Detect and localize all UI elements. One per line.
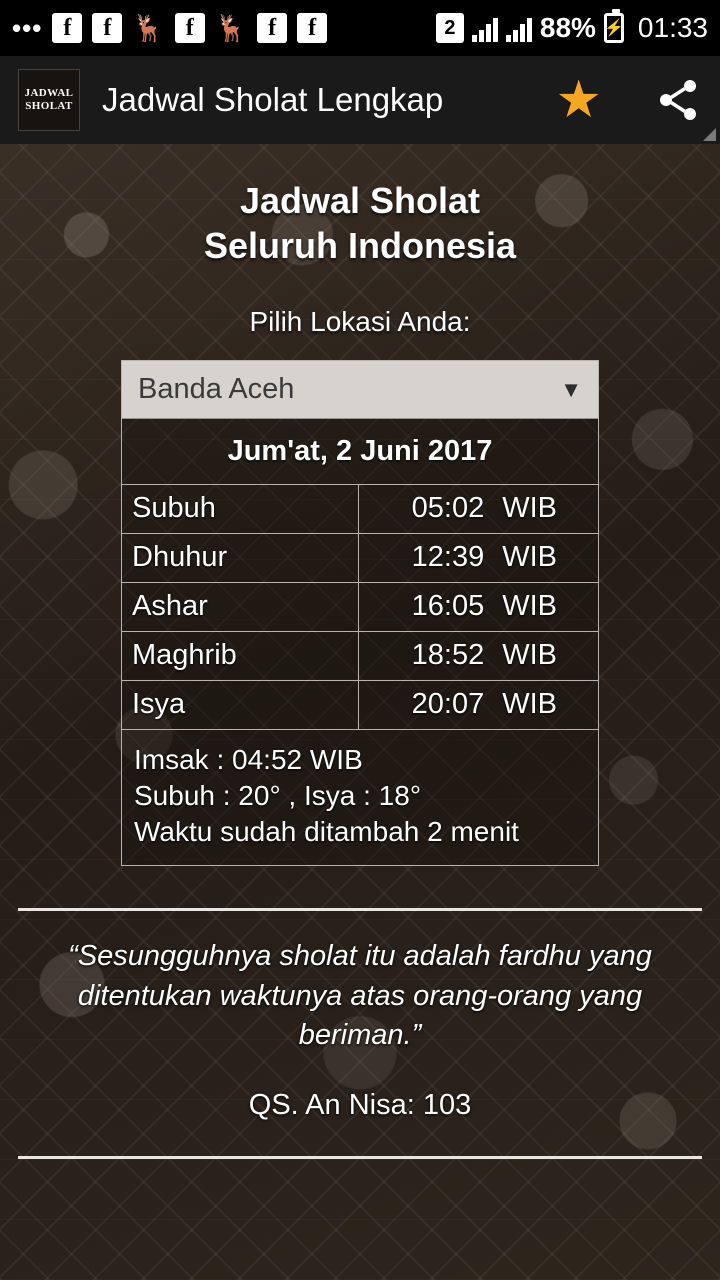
- prayer-schedule-card: [121, 360, 599, 866]
- prayer-timezone: WIB: [502, 590, 558, 622]
- quote-reference: QS. An Nisa: 103: [248, 1088, 472, 1121]
- share-icon[interactable]: [654, 76, 702, 124]
- app-logo-line1: JADWAL: [24, 87, 74, 100]
- prayer-time-value: 12:39: [411, 541, 485, 573]
- signal-strength-icon-2: [506, 14, 532, 42]
- table-row: [122, 534, 598, 583]
- deer-icon: 🦌: [214, 12, 248, 43]
- battery-percent-label: 88%: [539, 12, 596, 43]
- schedule-notes: [122, 729, 598, 865]
- status-bar: [0, 0, 720, 56]
- facebook-icon: f: [297, 13, 327, 43]
- note-offset: Waktu sudah ditambah 2 menit: [134, 815, 519, 847]
- page-title: [0, 178, 720, 268]
- chevron-down-icon: ▼: [560, 376, 582, 402]
- page-title-line2: Seluruh Indonesia: [203, 225, 517, 266]
- prayer-name: Ashar: [122, 583, 358, 632]
- quote-text: “Sesungguhnya sholat itu adalah fardhu yang ditentukan waktunya atas orang-orang yang beriman.”: [68, 940, 652, 1051]
- app-bar-actions: [555, 71, 702, 129]
- current-date-label: Jum'at, 2 Juni 2017: [122, 419, 598, 485]
- page-title-line1: Jadwal Sholat: [239, 180, 481, 221]
- status-bar-system: [436, 12, 708, 44]
- more-dots-icon: •••: [12, 13, 43, 43]
- facebook-icon: f: [257, 13, 287, 43]
- divider-bottom: [18, 1156, 702, 1159]
- prayer-time: [358, 485, 598, 534]
- prayer-time: [358, 534, 598, 583]
- note-imsak: Imsak : 04:52 WIB: [134, 744, 363, 775]
- app-logo: [18, 69, 80, 131]
- facebook-icon: f: [175, 13, 205, 43]
- note-angles: Subuh : 20° , Isya : 18°: [134, 779, 422, 811]
- prayer-timezone: WIB: [502, 492, 558, 524]
- battery-charging-icon: ⚡: [604, 13, 624, 43]
- status-bar-notifications: [12, 13, 436, 44]
- prayer-timezone: WIB: [502, 639, 558, 671]
- prayer-time-value: 05:02: [411, 492, 485, 524]
- prayer-time: [358, 681, 598, 730]
- facebook-icon: f: [92, 13, 122, 43]
- prayer-time-value: 20:07: [411, 688, 485, 720]
- choose-location-label: Pilih Lokasi Anda:: [249, 306, 471, 337]
- app-logo-line2: SHOLAT: [25, 100, 73, 112]
- table-row: [122, 485, 598, 534]
- prayer-time-value: 16:05: [411, 590, 485, 622]
- prayer-name: Isya: [122, 681, 358, 730]
- status-bar-clock: 01:33: [637, 12, 708, 43]
- prayer-name: Dhuhur: [122, 534, 358, 583]
- table-row: [122, 681, 598, 730]
- main-content: [0, 144, 720, 1280]
- prayer-time-value: 18:52: [411, 639, 485, 671]
- table-row: [122, 583, 598, 632]
- table-row: [122, 632, 598, 681]
- prayer-time: [358, 632, 598, 681]
- location-select[interactable]: [122, 361, 598, 419]
- prayer-timezone: WIB: [502, 688, 558, 720]
- location-select-value: Banda Aceh: [138, 373, 295, 405]
- facebook-icon: f: [52, 13, 82, 43]
- deer-icon: 🦌: [132, 12, 165, 43]
- prayer-time: [358, 583, 598, 632]
- signal-strength-icon-1: [472, 14, 498, 42]
- prayer-name: Maghrib: [122, 632, 358, 681]
- sim-slot-indicator: 2: [436, 13, 464, 43]
- prayer-timezone: WIB: [502, 541, 558, 573]
- app-title: Jadwal Sholat Lengkap: [102, 81, 444, 118]
- prayer-times-table: [122, 485, 598, 729]
- app-bar: [0, 56, 720, 144]
- favorite-star-icon[interactable]: ★: [555, 71, 602, 129]
- prayer-name: Subuh: [122, 485, 358, 534]
